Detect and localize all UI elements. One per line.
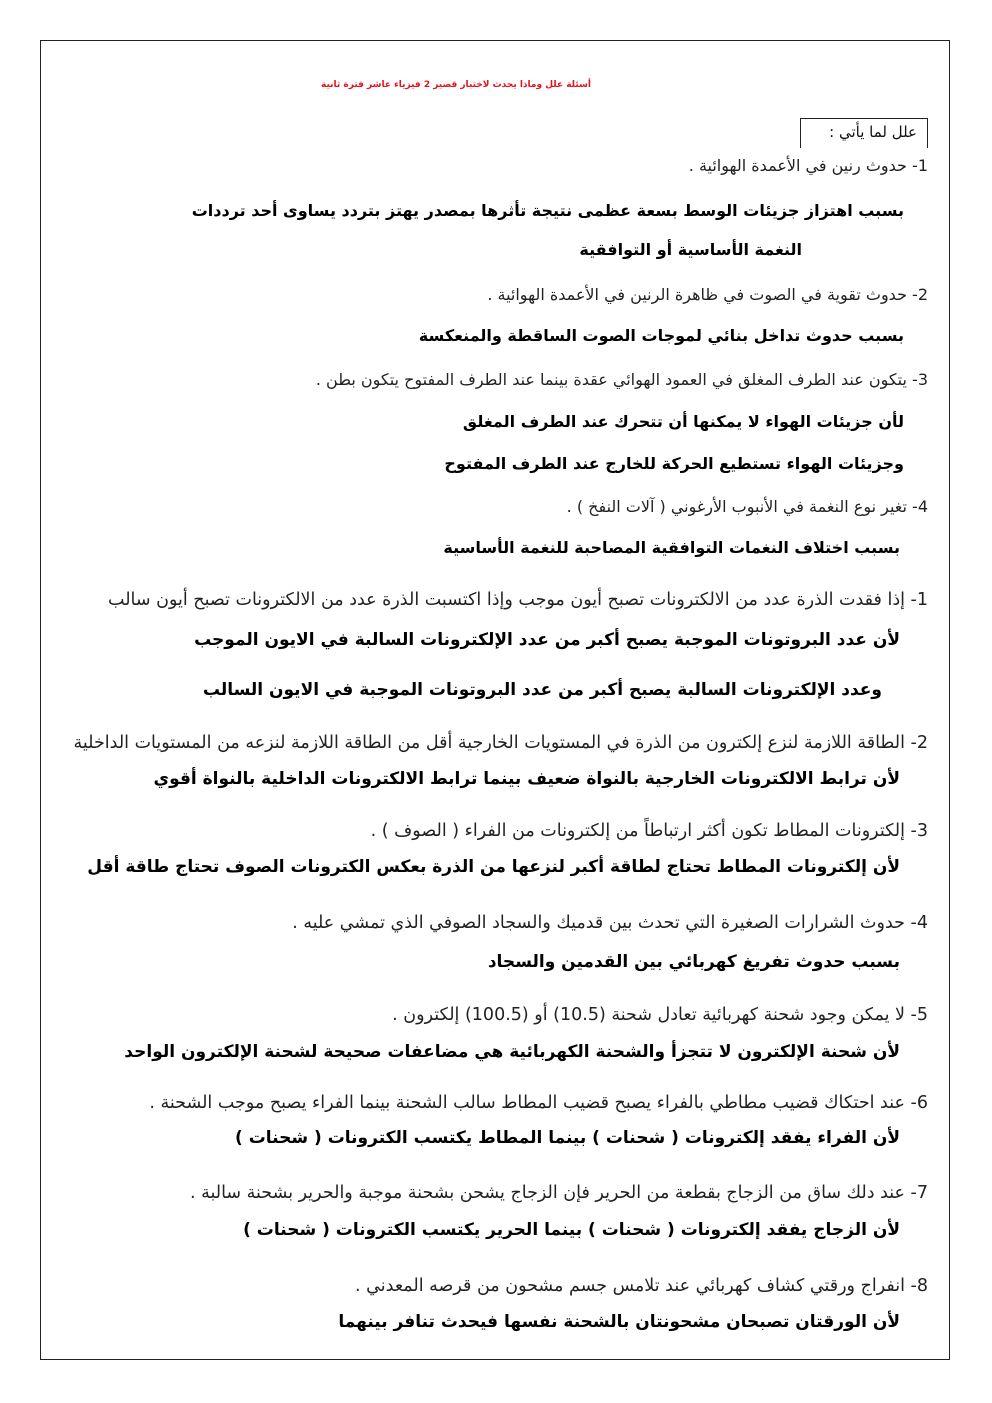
question-2: 2- حدوث تقوية في الصوت في ظاهرة الرنين في الأعمدة الهوائية . [487,285,928,304]
question-7: 3- إلكترونات المطاط تكون أكثر ارتباطاً من إلكترونات من الفراء ( الصوف ) . [370,821,928,841]
question-8: 4- حدوث الشرارات الصغيرة التي تحدث بين قدميك والسجاد الصوفي الذي تمشي عليه . [292,913,928,933]
page-border [40,40,950,1360]
answer-1-line-1: بسبب اهتزاز جزيئات الوسط بسعة عظمى نتيجة تأثرها بمصدر يهتز بتردد يساوى أحد ترددات [191,201,904,220]
answer-6: لأن ترابط الالكترونات الخارجية بالنواة ضعيف بينما ترابط الالكترونات الداخلية بالنواة أقوي [153,769,900,789]
page-title: أسئلة علل وماذا يحدث لاختبار قصير 2 فيزياء عاشر فترة ثانية [321,80,591,90]
question-11: 7- عند دلك ساق من الزجاج بقطعة من الحرير فإن الزجاج يشحن بشحنة موجبة والحرير بشحنة سالبة . [189,1183,928,1203]
answer-2: بسبب حدوث تداخل بنائي لموجات الصوت الساقطة والمنعكسة [418,326,904,345]
question-3: 3- يتكون عند الطرف المغلق في العمود الهوائي عقدة بينما عند الطرف المفتوح يتكون بطن . [315,370,928,389]
question-9: 5- لا يمكن وجود شحنة كهربائية تعادل شحنة (10.5) أو (100.5) إلكترون . [392,1005,928,1025]
answer-8: بسبب حدوث تفريغ كهربائي بين القدمين والسجاد [487,952,900,972]
answer-3-line-2: وجزيئات الهواء تستطيع الحركة للخارج عند الطرف المفتوح [444,454,904,473]
answer-11: لأن الزجاج يفقد إلكترونات ( شحنات ) بينما الحرير يكتسب الكترونات ( شحنات ) [243,1220,900,1240]
answer-5-line-1: لأن عدد البروتونات الموجبة يصبح أكبر من عدد الإلكترونات السالبة في الايون الموجب [194,630,900,650]
question-4: 4- تغير نوع النغمة في الأنبوب الأرغوني ( آلات النفخ ) . [566,497,928,516]
question-1: 1- حدوث رنين في الأعمدة الهوائية . [688,156,928,175]
answer-5-line-2: وعدد الإلكترونات السالبة يصبح أكبر من عدد البروتونات الموجبة في الايون السالب [202,680,882,700]
answer-3-line-1: لأن جزيئات الهواء لا يمكنها أن تتحرك عند الطرف المغلق [462,412,904,431]
question-5: 1- إذا فقدت الذرة عدد من الالكترونات تصبح أيون موجب وإذا اكتسبت الذرة عدد من الالكترونات تصبح أيون سالب [108,590,928,610]
answer-1-line-2: النغمة الأساسية أو التوافقية [579,240,802,259]
answer-4: بسبب اختلاف النغمات التوافقية المصاحبة للنغمة الأساسية [443,538,900,557]
question-6: 2- الطاقة اللازمة لنزع إلكترون من الذرة في المستويات الخارجية أقل من الطاقة اللازمة لنزعه من المستويات الداخلية [73,733,928,753]
answer-12: لأن الورقتان تصبحان مشحونتان بالشحنة نفسها فيحدث تنافر بينهما [338,1312,900,1332]
answer-7: لأن إلكترونات المطاط تحتاج لطاقة أكبر لنزعها من الذرة بعكس الكترونات الصوف تحتاج طاقة أقل [87,857,900,877]
answer-9: لأن شحنة الإلكترون لا تتجزأ والشحنة الكهربائية هي مضاعفات صحيحة لشحنة الإلكترون الواحد [124,1042,900,1062]
question-10: 6- عند احتكاك قضيب مطاطي بالفراء يصبح قضيب المطاط سالب الشحنة بينما الفراء يصبح موجب الشحنة . [149,1093,928,1113]
answer-10: لأن الفراء يفقد إلكترونات ( شحنات ) بينما المطاط يكتسب الكترونات ( شحنات ) [235,1128,900,1148]
question-12: 8- انفراج ورقتي كشاف كهربائي عند تلامس جسم مشحون من قرصه المعدني . [355,1276,928,1296]
section-label-box: علل لما يأتي : [800,118,928,148]
